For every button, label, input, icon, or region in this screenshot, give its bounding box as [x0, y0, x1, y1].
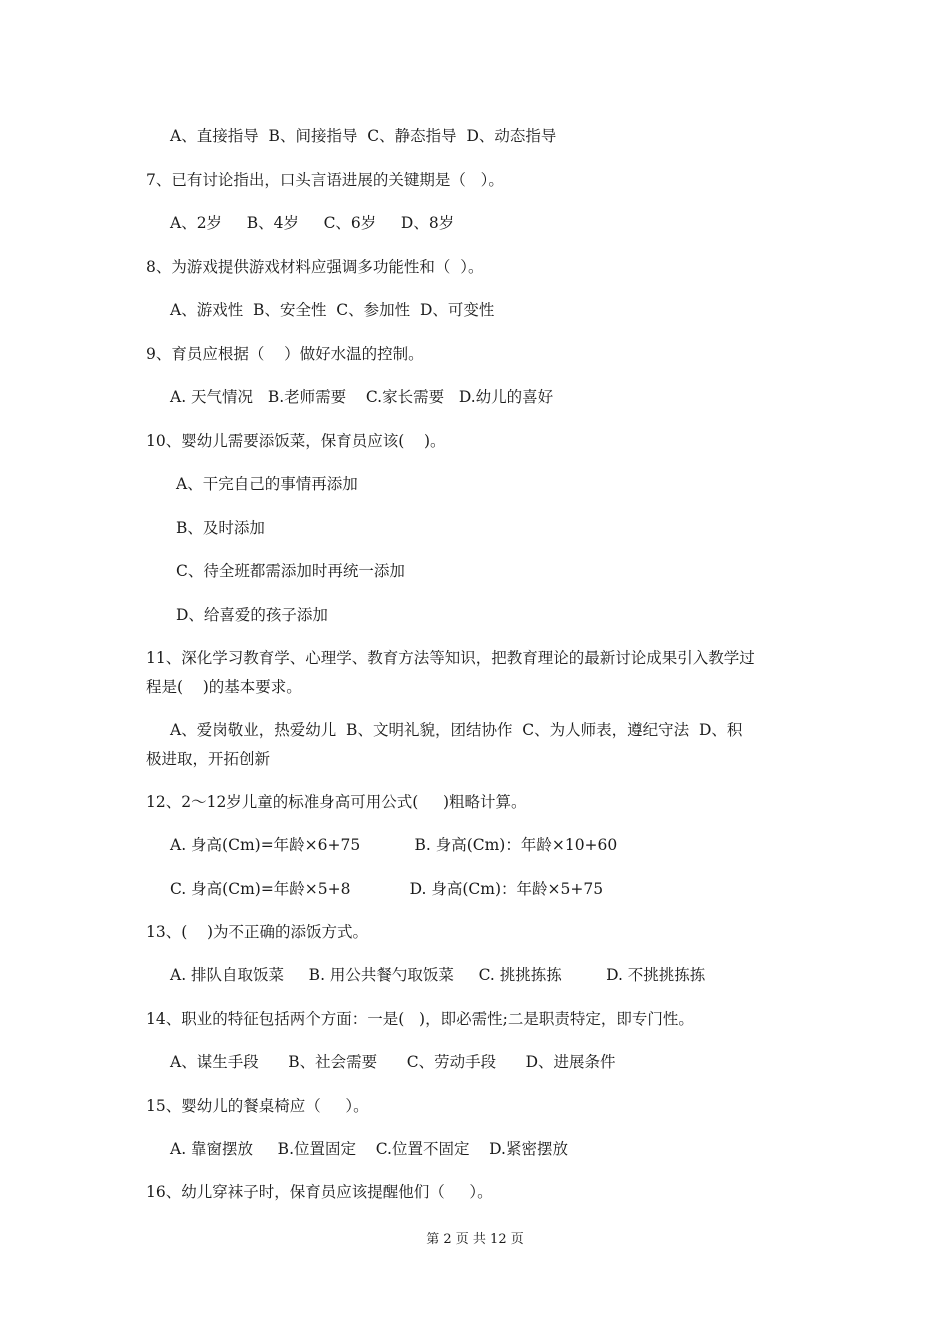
answer-options: A、爱岗敬业，热爱幼儿 B、文明礼貌，团结协作 C、为人师表，遵纪守法 D、积 [170, 721, 743, 739]
answer-options: A. 身高(Cm)=年龄×6+75 B. 身高(Cm)：年龄×10+60 [170, 836, 618, 854]
question-text: 11、深化学习教育学、心理学、教育方法等知识，把教育理论的最新讨论成果引入教学过 [146, 649, 755, 667]
answer-options: A、干完自己的事情再添加 [176, 475, 358, 493]
question-text: 9、育员应根据（ ）做好水温的控制。 [146, 345, 424, 363]
answer-options: C、待全班都需添加时再统一添加 [176, 562, 405, 580]
question-text: 8、为游戏提供游戏材料应强调多功能性和（ ）。 [146, 258, 484, 276]
question-text: 14、职业的特征包括两个方面：一是( )，即必需性;二是职责特定，即专门性。 [146, 1010, 694, 1028]
question-text: 12、2～12岁儿童的标准身高可用公式( )粗略计算。 [146, 793, 527, 811]
answer-options: A. 靠窗摆放 B.位置固定 C.位置不固定 D.紧密摆放 [170, 1140, 568, 1158]
answer-options: 极进取，开拓创新 [146, 750, 271, 768]
answer-options: C. 身高(Cm)=年龄×5+8 D. 身高(Cm)：年龄×5+75 [170, 880, 604, 898]
question-text: 10、婴幼儿需要添饭菜，保育员应该( )。 [146, 432, 446, 450]
answer-options: D、给喜爱的孩子添加 [176, 606, 328, 624]
answer-options: A. 排队自取饭菜 B. 用公共餐勺取饭菜 C. 挑挑拣拣 D. 不挑挑拣拣 [170, 966, 706, 984]
question-text: 15、婴幼儿的餐桌椅应（ ）。 [146, 1097, 369, 1115]
answer-options: A. 天气情况 B.老师需要 C.家长需要 D.幼儿的喜好 [170, 388, 554, 406]
answer-options: A、2岁 B、4岁 C、6岁 D、8岁 [170, 214, 455, 232]
answer-options: A、直接指导 B、间接指导 C、静态指导 D、动态指导 [170, 127, 557, 145]
answer-options: B、及时添加 [176, 519, 265, 537]
answer-options: A、游戏性 B、安全性 C、参加性 D、可变性 [170, 301, 495, 319]
page-footer: 第 2 页 共 12 页 [426, 1232, 524, 1247]
answer-options: 程是( )的基本要求。 [146, 678, 302, 696]
question-text: 7、已有讨论指出，口头言语进展的关键期是（ ）。 [146, 171, 504, 189]
question-text: 13、( )为不正确的添饭方式。 [146, 923, 369, 941]
answer-options: A、谋生手段 B、社会需要 C、劳动手段 D、进展条件 [170, 1053, 616, 1071]
question-text: 16、幼儿穿袜子时，保育员应该提醒他们（ ）。 [146, 1183, 493, 1201]
